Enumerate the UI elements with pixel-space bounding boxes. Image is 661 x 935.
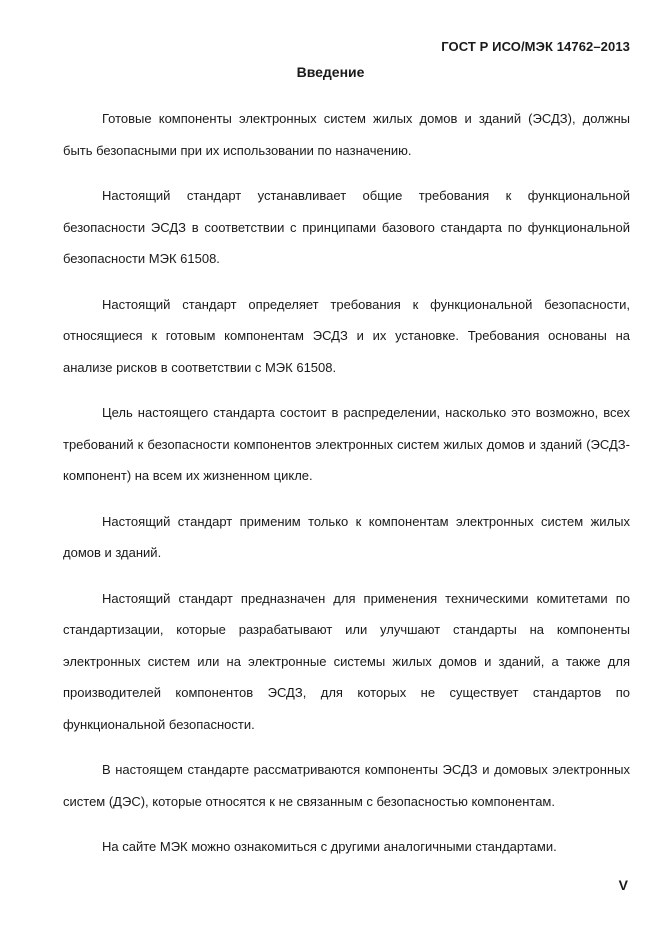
- paragraph: На сайте МЭК можно ознакомиться с другими аналогичными стандартами.: [102, 839, 557, 854]
- paragraph: Готовые компоненты электронных систем жилых домов и зданий (ЭСДЗ), должны быть безопасными при их использовании по назначению.: [63, 111, 630, 158]
- paragraph: Цель настоящего стандарта состоит в распределении, насколько это возможно, всех требований к безопасности компонентов электронных систем жилых домов и зданий (ЭСДЗ-компонент) на всем их жизненном цикле.: [63, 405, 630, 483]
- paragraph: Настоящий стандарт определяет требования к функциональной безопасности, относящиеся к готовым компонентам ЭСДЗ и их установке. Требования основаны на анализе рисков в соответствии с МЭК 61508.: [63, 296, 630, 375]
- paragraph: Настоящий стандарт применим только к компонентам электронных систем жилых домов и зданий.: [63, 513, 630, 560]
- document-code: ГОСТ Р ИСО/МЭК 14762–2013: [441, 39, 630, 54]
- paragraph: Настоящий стандарт устанавливает общие требования к функциональной безопасности ЭСДЗ в соответствии с принципами базового стандарта по функциональной безопасности МЭК 61508.: [63, 188, 630, 266]
- paragraph: Настоящий стандарт предназначен для применения техническими комитетами по стандартизации, которые разрабатывают или улучшают стандарты на компоненты электронных систем или на электронные системы жилых домов и зданий, а также для производителей компонентов ЭСДЗ, для которых не существует стандартов по функциональной безопасности.: [63, 590, 630, 732]
- paragraph: В настоящем стандарте рассматриваются компоненты ЭСДЗ и домовых электронных систем (ДЭС), которые относятся к не связанным с безопасностью компонентам.: [63, 762, 630, 809]
- page-number: V: [618, 877, 628, 893]
- document-body: [63, 103, 630, 877]
- section-title: Введение: [296, 64, 365, 80]
